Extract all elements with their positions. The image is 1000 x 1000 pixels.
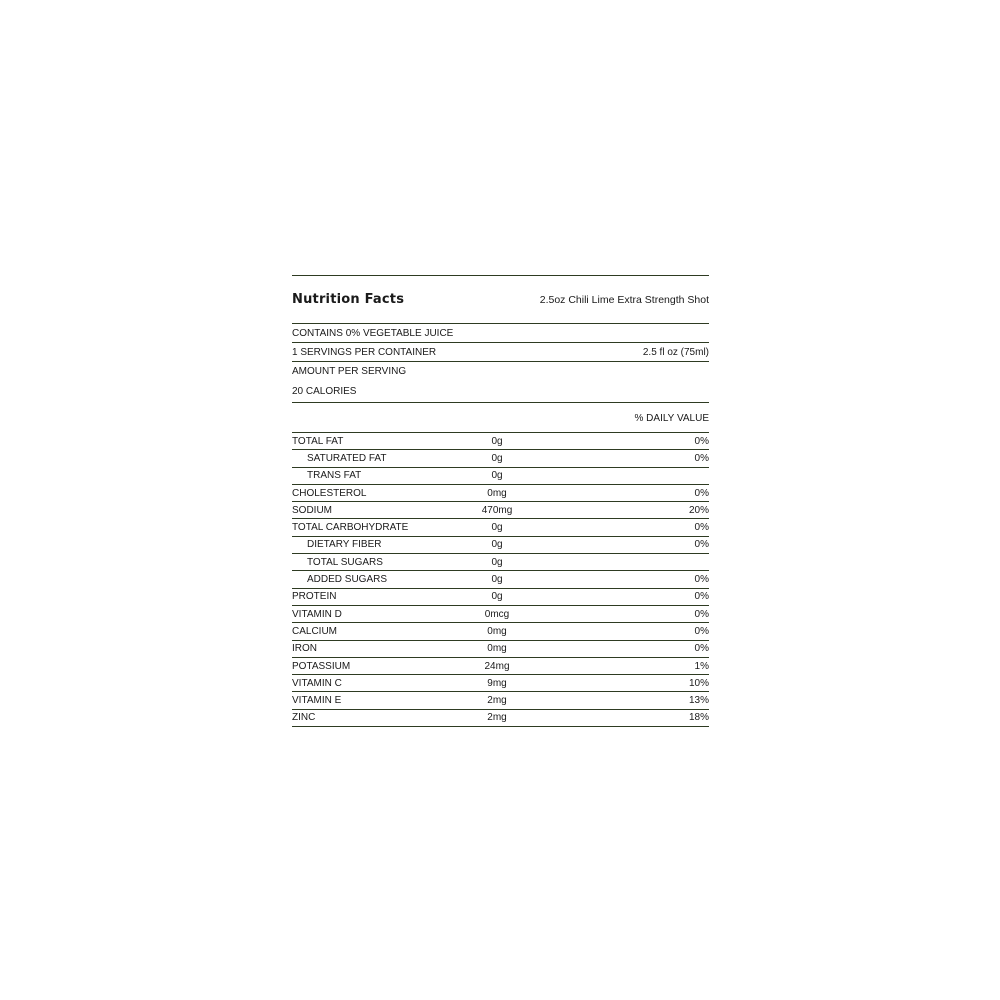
nutrient-amount: 470mg (481, 504, 513, 516)
nutrient-amount: 0g (491, 539, 503, 551)
nutrient-amount: 0g (491, 470, 503, 482)
nutrient-daily-value: 0% (694, 487, 709, 499)
nutrient-amount: 0g (491, 435, 503, 447)
nutrient-name: TOTAL CARBOHYDRATE (292, 522, 409, 534)
nutrient-name: VITAMIN C (292, 677, 342, 689)
nutrient-daily-value: 13% (688, 695, 709, 707)
nutrient-name: POTASSIUM (292, 660, 351, 672)
amount-label: AMOUNT PER SERVING (292, 365, 407, 377)
nutrient-daily-value: 1% (694, 660, 709, 672)
serving-size: 2.5 fl oz (75ml) (642, 346, 709, 358)
nutrient-row (292, 606, 709, 623)
nutrient-name: IRON (292, 643, 317, 655)
nutrient-daily-value: 0% (694, 435, 709, 447)
servings-label: 1 SERVINGS PER CONTAINER (292, 346, 437, 358)
nutrient-daily-value: 0% (694, 452, 709, 464)
nutrient-row (292, 675, 709, 692)
nutrient-name: VITAMIN E (292, 695, 342, 707)
nutrient-daily-value: 0% (694, 591, 709, 603)
nutrient-daily-value: 0% (694, 643, 709, 655)
nutrient-row (292, 502, 709, 519)
nutrient-row (292, 519, 709, 536)
nutrient-daily-value: 10% (688, 677, 709, 689)
nutrient-row (292, 641, 709, 658)
nutrient-daily-value: 0% (694, 574, 709, 586)
nutrient-amount: 2mg (487, 695, 507, 707)
nutrient-daily-value: 0% (694, 625, 709, 637)
amount-line (292, 362, 709, 380)
nutrient-row (292, 450, 709, 467)
nutrient-amount: 0g (491, 556, 503, 568)
nutrient-name: TRANS FAT (307, 470, 362, 482)
nutrient-name: VITAMIN D (292, 608, 342, 620)
title-row (292, 276, 709, 323)
nutrient-name: TOTAL SUGARS (307, 556, 383, 568)
nutrient-amount: 0mg (487, 625, 507, 637)
juice-line (292, 324, 709, 342)
nutrient-amount: 24mg (484, 660, 510, 672)
nutrient-row (292, 432, 709, 450)
nutrient-amount: 0mcg (484, 608, 510, 620)
nutrient-amount: 0mg (487, 643, 507, 655)
nutrient-row (292, 623, 709, 640)
nutrient-name: CHOLESTEROL (292, 487, 367, 499)
nutrient-name: PROTEIN (292, 591, 337, 603)
nutrient-daily-value: 0% (694, 522, 709, 534)
panel-title: Nutrition Facts (292, 292, 405, 307)
nutrient-amount: 0g (491, 591, 503, 603)
calories-line (292, 380, 709, 402)
nutrient-row (292, 468, 709, 485)
nutrient-daily-value: 0% (694, 608, 709, 620)
daily-value-header-line (292, 403, 709, 432)
nutrient-row (292, 710, 709, 727)
daily-value-header: % DAILY VALUE (634, 413, 709, 424)
nutrient-amount: 0g (491, 452, 503, 464)
nutrient-name: DIETARY FIBER (307, 539, 382, 551)
nutrition-facts-panel (292, 275, 709, 727)
nutrient-row (292, 692, 709, 709)
nutrient-table (292, 432, 709, 727)
nutrient-name: SODIUM (292, 504, 332, 516)
nutrient-row (292, 537, 709, 554)
calories-text: 20 CALORIES (292, 385, 357, 397)
nutrient-daily-value: 20% (688, 504, 709, 516)
nutrient-row (292, 485, 709, 502)
nutrient-row (292, 658, 709, 675)
nutrient-name: ZINC (292, 712, 316, 724)
nutrient-amount: 0g (491, 522, 503, 534)
nutrient-amount: 0mg (487, 487, 507, 499)
nutrient-name: CALCIUM (292, 625, 338, 637)
nutrient-name: SATURATED FAT (307, 452, 387, 464)
nutrient-name: ADDED SUGARS (307, 574, 388, 586)
juice-text: CONTAINS 0% VEGETABLE JUICE (292, 327, 454, 339)
product-name: 2.5oz Chili Lime Extra Strength Shot (539, 293, 709, 306)
nutrient-row (292, 554, 709, 571)
nutrient-row (292, 571, 709, 588)
nutrient-name: TOTAL FAT (292, 435, 344, 447)
nutrient-amount: 2mg (487, 712, 507, 724)
nutrient-daily-value: 0% (694, 539, 709, 551)
nutrient-daily-value: 18% (688, 712, 709, 724)
nutrient-amount: 9mg (487, 677, 507, 689)
servings-line (292, 343, 709, 361)
nutrient-row (292, 589, 709, 606)
nutrient-amount: 0g (491, 574, 503, 586)
